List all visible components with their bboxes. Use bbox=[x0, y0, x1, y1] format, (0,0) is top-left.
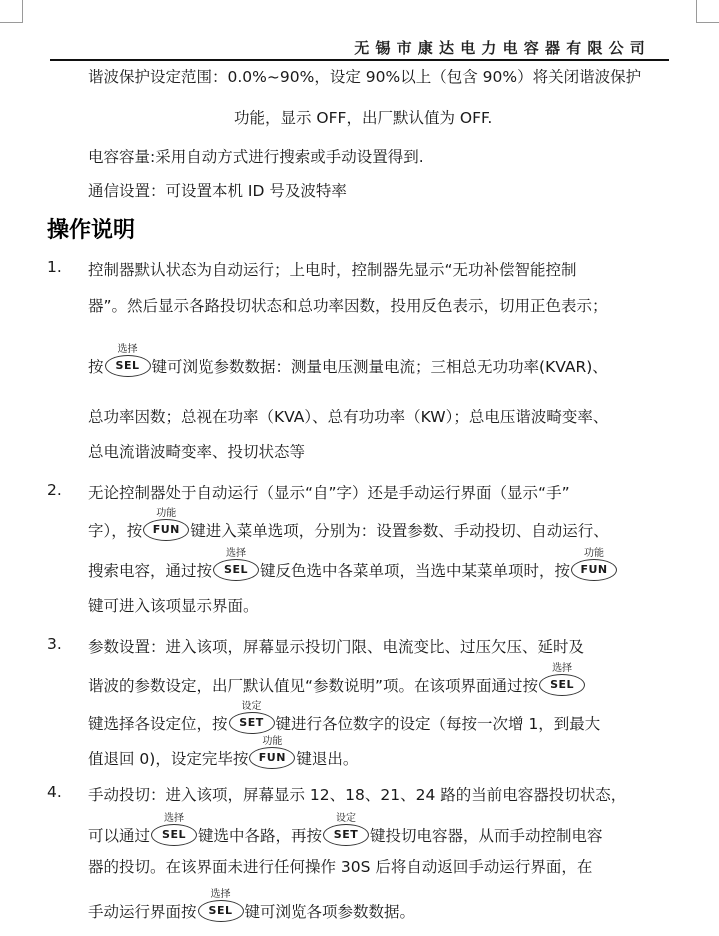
company-header: 无锡市康达电力电容器有限公司 bbox=[354, 39, 651, 57]
sel-key-icon: 选择 SEL bbox=[151, 824, 197, 846]
sel-key-icon: 选择 SEL bbox=[213, 559, 259, 581]
item-3-line-4: 值退回 0)，设定完毕按 功能 FUN 键退出。 bbox=[88, 736, 359, 768]
fun-key-icon: 功能 FUN bbox=[143, 519, 189, 541]
item-2-line-2: 字），按 功能 FUN 键进入菜单选项，分别为：设置参数、手动投切、自动运行、 bbox=[88, 508, 609, 540]
fun-key-icon: 功能 FUN bbox=[571, 559, 617, 581]
item-3-line-1: 参数设置：进入该项，屏幕显示投切门限、电流变比、过压欠压、延时及 bbox=[88, 638, 585, 656]
intro-harmonic-line-1: 谐波保护设定范围：0.0%~90%，设定 90%以上（包含 90%）将关闭谐波保护 bbox=[88, 68, 642, 86]
item-4-line-4: 手动运行界面按 选择 SEL 键可浏览各项参数数据。 bbox=[88, 889, 416, 921]
item-4-number: 4. bbox=[47, 783, 62, 801]
item-1-line-1: 控制器默认状态为自动运行；上电时，控制器先显示“无功补偿智能控制 bbox=[88, 261, 577, 279]
crop-mark-top-right bbox=[696, 0, 719, 23]
intro-capacity-line: 电容容量:采用自动方式进行搜索或手动设置得到. bbox=[88, 148, 424, 166]
section-title: 操作说明 bbox=[47, 218, 136, 243]
item-2-number: 2. bbox=[47, 481, 62, 499]
item-2-line-1: 无论控制器处于自动运行（显示“自”字）还是手动运行界面（显示“手” bbox=[88, 484, 570, 502]
item-4-line-3: 器的投切。在该界面未进行任何操作 30S 后将自动返回手动运行界面，在 bbox=[88, 858, 593, 876]
item-1-number: 1. bbox=[47, 258, 62, 276]
header-rule bbox=[50, 59, 669, 61]
intro-comm-line: 通信设置：可设置本机 ID 号及波特率 bbox=[88, 182, 347, 200]
set-key-icon: 设定 SET bbox=[229, 712, 275, 734]
set-key-icon: 设定 SET bbox=[323, 824, 369, 846]
crop-mark-top-left bbox=[0, 0, 23, 23]
sel-key-icon: 选择 SEL bbox=[105, 355, 151, 377]
item-3-line-2: 谐波的参数设定，出厂默认值见“参数说明”项。在该项界面通过按 选择 SEL bbox=[88, 674, 586, 696]
item-2-line-4: 键可进入该项显示界面。 bbox=[88, 597, 259, 615]
sel-key-icon: 选择 SEL bbox=[539, 674, 585, 696]
item-3-line-3: 键选择各设定位，按 设定 SET 键进行各位数字的设定（每按一次增 1，到最大 bbox=[88, 701, 601, 733]
item-2-line-3: 搜索电容，通过按 选择 SEL 键反色选中各菜单项，当选中某菜单项时，按 功能 FUN bbox=[88, 559, 618, 581]
item-1-line-5: 总电流谐波畸变率、投切状态等 bbox=[88, 443, 306, 461]
item-4-line-2: 可以通过 选择 SEL 键选中各路，再按 设定 SET 键投切电容器，从而手动控制电容 bbox=[88, 813, 603, 845]
item-4-line-1: 手动投切：进入该项，屏幕显示 12、18、21、24 路的当前电容器投切状态， bbox=[88, 786, 627, 804]
item-1-line-3: 按 选择 SEL 键可浏览参数数据：测量电压测量电流；三相总无功功率(KVAR)、 bbox=[88, 344, 608, 376]
intro-harmonic-line-2: 功能，显示 OFF，出厂默认值为 OFF. bbox=[234, 109, 493, 127]
fun-key-icon: 功能 FUN bbox=[249, 747, 295, 769]
item-1-line-2: 器”。然后显示各路投切状态和总功率因数，投用反色表示，切用正色表示； bbox=[88, 297, 608, 315]
sel-key-icon: 选择 SEL bbox=[198, 900, 244, 922]
item-1-line-4: 总功率因数；总视在功率（KVA）、总有功功率（KW）；总电压谐波畸变率、 bbox=[88, 408, 609, 426]
item-3-number: 3. bbox=[47, 635, 62, 653]
